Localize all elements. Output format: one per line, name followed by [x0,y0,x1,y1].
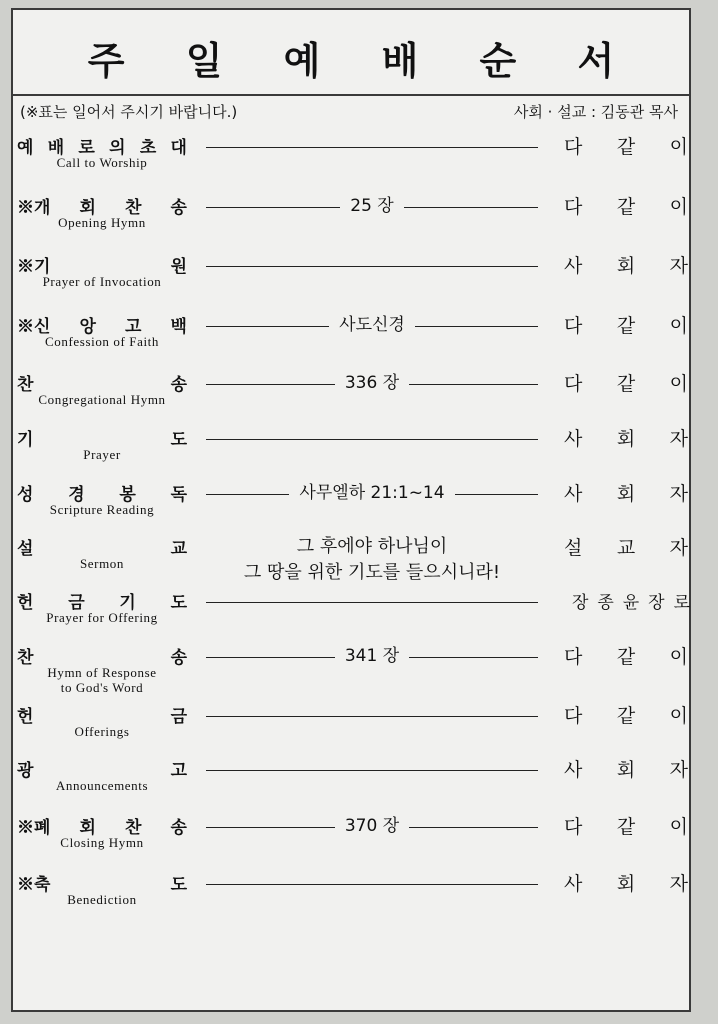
order-item [0,534,718,584]
item-english-title: Opening Hymn [58,215,146,230]
item-leader: 다 같 이 [564,314,688,337]
item-leader: 장 종 윤 장 로 [572,592,690,613]
leader-line [206,147,538,148]
order-item [0,870,718,920]
item-leader: 사 회 자 [564,482,688,505]
leader-line [206,770,538,771]
item-english-title: Hymn of Response to God's Word [47,665,157,695]
item-detail: 25 장 [340,195,403,217]
title-box [11,8,691,96]
item-english-title: Scripture Reading [49,502,155,517]
item-english-title: Call to Worship [56,155,148,170]
order-item [0,252,718,302]
item-english-title: Prayer for Offering [46,610,158,625]
order-item [0,588,718,638]
item-korean-title: 예 배 로 의 초 대 [17,137,187,158]
item-leader: 사 회 자 [564,427,688,450]
item-korean-title: ※축 도 [17,874,187,895]
order-item [0,312,718,362]
order-item [0,370,718,420]
item-leader: 사 회 자 [564,758,688,781]
order-item [0,133,718,183]
item-korean-title: ※기 원 [17,256,187,277]
order-item [0,756,718,806]
item-korean-title: ※개 회 찬 송 [17,197,187,218]
leader-line [206,602,538,603]
item-english-title: Prayer of Invocation [42,274,162,289]
leader-line [206,716,538,717]
item-leader: 다 같 이 [564,372,688,395]
item-english-title: Prayer [83,447,121,462]
item-leader: 다 같 이 [564,135,688,158]
item-leader: 다 같 이 [564,195,688,218]
item-korean-title: 광 고 [17,760,187,781]
item-detail: 336 장 [335,372,409,394]
sermon-title [206,534,538,586]
leader-line [206,266,538,267]
item-korean-title: 설 교 [17,538,187,559]
item-detail: 341 장 [335,645,409,667]
item-english-title: Announcements [55,778,149,793]
sermon-title-line: 그 후에야 하나님이 [296,536,448,557]
item-detail: 사무엘하 21:1~14 [289,482,454,504]
item-korean-title: 찬 송 [17,374,187,395]
item-english-title: Closing Hymn [60,835,144,850]
item-leader: 사 회 자 [564,254,688,277]
item-english-title: Benediction [67,892,137,907]
sermon-title-line: 그 땅을 위한 기도를 들으시니라! [243,562,501,583]
item-detail: 사도신경 [329,314,415,336]
item-english-title: Sermon [79,556,125,571]
presider-info: 사회 · 설교 : 김동관 목사 [513,103,678,121]
item-leader: 사 회 자 [564,872,688,895]
item-leader: 다 같 이 [564,815,688,838]
order-item [0,643,718,693]
item-english-title: Confession of Faith [45,334,159,349]
standing-note: (※표는 일어서 주시기 바랍니다.) [20,103,238,121]
leader-line [206,439,538,440]
bulletin-title: 주 일 예 배 순 서 [87,39,639,83]
order-item [0,480,718,530]
item-korean-title: 찬 송 [17,647,187,668]
item-leader: 설 교 자 [564,536,688,559]
item-english-title: Congregational Hymn [38,392,166,407]
item-leader: 다 같 이 [564,704,688,727]
item-english-title: Offerings [74,724,130,739]
item-korean-title: ※신 앙 고 백 [17,316,187,337]
item-leader: 다 같 이 [564,645,688,668]
item-korean-title: 헌 금 기 도 [17,592,187,613]
order-item [0,193,718,243]
leader-line [206,884,538,885]
item-korean-title: 헌 금 [17,706,187,727]
item-korean-title: 기 도 [17,429,187,450]
item-korean-title: ※폐 회 찬 송 [17,817,187,838]
order-item [0,702,718,752]
item-korean-title: 성 경 봉 독 [17,484,187,505]
order-item [0,425,718,475]
order-item [0,813,718,863]
item-detail: 370 장 [335,815,409,837]
